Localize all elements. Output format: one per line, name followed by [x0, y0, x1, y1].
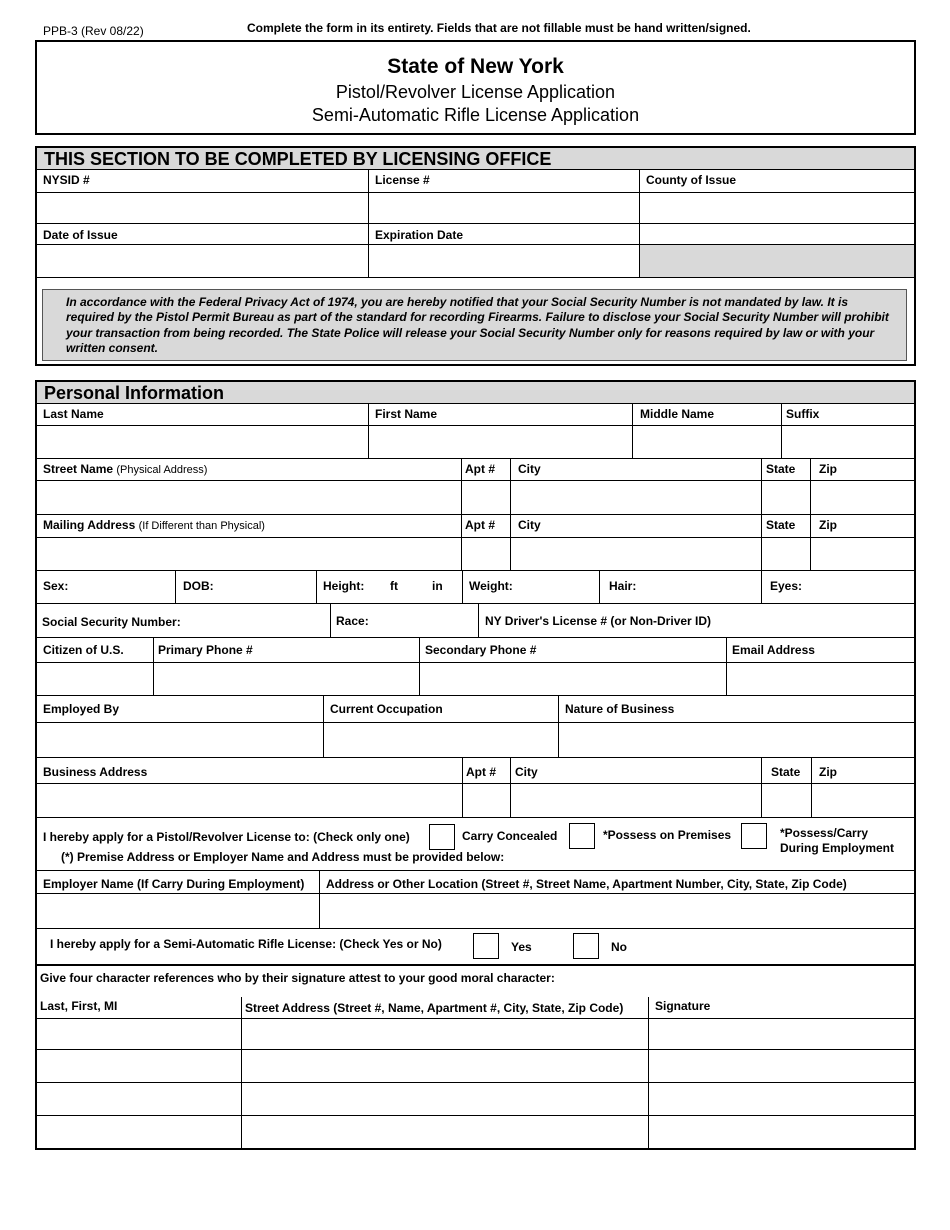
business-apt-label: Apt # [466, 765, 496, 779]
ny-drivers-license-label: NY Driver's License # (or Non-Driver ID) [485, 614, 712, 628]
street-state-field[interactable] [762, 481, 810, 514]
business-city-label: City [515, 765, 538, 779]
street-city-field[interactable] [511, 481, 761, 514]
race-field[interactable] [376, 604, 478, 637]
carry-concealed-label: Carry Concealed [462, 829, 558, 843]
mailing-apt-label: Apt # [465, 518, 495, 532]
eyes-field[interactable] [806, 571, 915, 603]
citizen-label: Citizen of U.S. [43, 643, 124, 657]
mailing-city-label: City [518, 518, 541, 532]
street-city-label: City [518, 462, 541, 476]
ssn-field[interactable] [190, 604, 330, 637]
middle-name-label: Middle Name [640, 407, 715, 421]
weight-field[interactable] [518, 571, 599, 603]
street-name-label: Street Name (Physical Address) [43, 462, 208, 476]
reference-1-signature[interactable] [649, 1019, 915, 1049]
mailing-address-label: Mailing Address (If Different than Physical) [43, 518, 265, 532]
form-subtitle-rifle: Semi-Automatic Rifle License Application [311, 105, 640, 125]
first-name-field[interactable] [369, 426, 632, 458]
reference-2-name[interactable] [36, 1050, 241, 1082]
last-name-field[interactable] [36, 426, 368, 458]
weight-label: Weight: [469, 579, 513, 593]
street-name-field[interactable] [36, 481, 461, 514]
ssn-label: Social Security Number: [42, 615, 181, 629]
citizen-field[interactable] [36, 663, 153, 695]
race-label: Race: [336, 614, 369, 628]
mailing-apt-field[interactable] [462, 538, 510, 570]
during-employment-label: During Employment [780, 841, 895, 855]
nature-of-business-field[interactable] [559, 723, 915, 757]
form-instruction: Complete the form in its entirety. Fields that are not fillable must be hand written/signed. [247, 21, 751, 35]
reference-3-signature[interactable] [649, 1083, 915, 1115]
shaded-office-cell [640, 245, 914, 277]
county-of-issue-label: County of Issue [646, 173, 737, 187]
nysid-label: NYSID # [43, 173, 90, 187]
reference-3-address[interactable] [242, 1083, 648, 1115]
title-box [35, 40, 916, 135]
form-id: PPB-3 (Rev 08/22) [43, 24, 144, 38]
street-name-note: (Physical Address) [116, 464, 208, 476]
employed-by-label: Employed By [43, 702, 120, 716]
ny-drivers-license-field[interactable] [725, 604, 915, 637]
business-address-label: Business Address [43, 765, 148, 779]
mailing-state-field[interactable] [762, 538, 810, 570]
mailing-zip-field[interactable] [811, 538, 915, 570]
mailing-address-note: (If Different than Physical) [138, 520, 265, 532]
secondary-phone-label: Secondary Phone # [425, 643, 537, 657]
street-zip-label: Zip [819, 462, 837, 476]
business-city-field[interactable] [511, 784, 761, 817]
reference-3-name[interactable] [36, 1083, 241, 1115]
business-state-field[interactable] [762, 784, 811, 817]
reference-1-address[interactable] [242, 1019, 648, 1049]
form-state-title: State of New York [387, 55, 564, 78]
hair-label: Hair: [609, 579, 637, 593]
street-zip-field[interactable] [811, 481, 915, 514]
email-field[interactable] [727, 663, 915, 695]
mailing-zip-label: Zip [819, 518, 837, 532]
first-name-label: First Name [375, 407, 438, 421]
occupation-label: Current Occupation [330, 702, 443, 716]
expiration-date-field[interactable] [369, 245, 639, 277]
premise-address-note: (*) Premise Address or Employer Name and Address must be provided below: [61, 850, 505, 864]
height-in-label: in [432, 579, 443, 593]
street-apt-label: Apt # [465, 462, 495, 476]
street-state-label: State [766, 462, 796, 476]
nysid-field[interactable] [36, 193, 368, 223]
business-state-label: State [771, 765, 801, 779]
dob-field[interactable] [218, 571, 316, 603]
reference-name-header: Last, First, MI [40, 999, 118, 1013]
occupation-field[interactable] [324, 723, 558, 757]
height-in-field[interactable] [406, 571, 430, 603]
references-intro: Give four character references who by their signature attest to your good moral character: [40, 971, 555, 985]
county-of-issue-field[interactable] [640, 193, 915, 223]
rifle-yes-checkbox[interactable] [473, 933, 499, 959]
middle-name-field[interactable] [633, 426, 781, 458]
last-name-label: Last Name [43, 407, 104, 421]
employed-by-field[interactable] [36, 723, 323, 757]
employer-name-field[interactable] [36, 894, 319, 928]
business-apt-field[interactable] [463, 784, 510, 817]
reference-4-address[interactable] [242, 1116, 648, 1148]
expiration-date-label: Expiration Date [375, 228, 464, 242]
hair-field[interactable] [640, 571, 761, 603]
rifle-license-prompt: I hereby apply for a Semi-Automatic Rifle License: (Check Yes or No) [50, 937, 442, 951]
reference-2-signature[interactable] [649, 1050, 915, 1082]
possess-carry-label: *Possess/Carry [780, 826, 869, 840]
rifle-no-checkbox[interactable] [573, 933, 599, 959]
possess-premises-checkbox[interactable] [569, 823, 595, 849]
rifle-yes-label: Yes [511, 940, 532, 954]
dob-label: DOB: [183, 579, 214, 593]
email-label: Email Address [732, 643, 815, 657]
license-number-field[interactable] [369, 193, 639, 223]
license-number-label: License # [375, 173, 430, 187]
height-ft-label: ft [390, 579, 398, 593]
rifle-no-label: No [611, 940, 627, 954]
suffix-label: Suffix [786, 407, 820, 421]
reference-2-address[interactable] [242, 1050, 648, 1082]
nature-of-business-label: Nature of Business [565, 702, 675, 716]
suffix-field[interactable] [782, 426, 915, 458]
date-of-issue-field[interactable] [36, 245, 368, 277]
privacy-notice [42, 289, 907, 361]
carry-concealed-checkbox[interactable] [429, 824, 455, 850]
personal-info-title: Personal Information [37, 382, 914, 404]
eyes-label: Eyes: [770, 579, 803, 593]
business-zip-label: Zip [819, 765, 837, 779]
reference-1-name[interactable] [36, 1019, 241, 1049]
height-ft-field[interactable] [368, 571, 388, 603]
sex-field[interactable] [80, 571, 175, 603]
reference-4-name[interactable] [36, 1116, 241, 1148]
mailing-city-field[interactable] [511, 538, 761, 570]
possess-carry-employment-checkbox[interactable] [741, 823, 767, 849]
primary-phone-label: Primary Phone # [158, 643, 253, 657]
date-of-issue-label: Date of Issue [43, 228, 118, 242]
possess-premises-label: *Possess on Premises [603, 828, 732, 842]
form-subtitle-pistol: Pistol/Revolver License Application [335, 82, 616, 102]
height-label: Height: [323, 579, 365, 593]
mailing-address-field[interactable] [36, 538, 461, 570]
primary-phone-field[interactable] [154, 663, 419, 695]
sex-label: Sex: [43, 579, 69, 593]
pistol-license-prompt: I hereby apply for a Pistol/Revolver License to: (Check only one) [43, 830, 410, 844]
reference-4-signature[interactable] [649, 1116, 915, 1148]
business-zip-field[interactable] [812, 784, 915, 817]
reference-signature-header: Signature [655, 999, 711, 1013]
secondary-phone-field[interactable] [420, 663, 726, 695]
privacy-notice-text: In accordance with the Federal Privacy Act of 1974, you are hereby notified that your Social Security Number is not mandated by law. It is required by the Pistol Permit Bureau as part of the standard for recording Firearms. Failure to disclose your Social Security Number will prohibit your transaction from being recorded. The State Police will release your Social Security Number only for reasons required by law or with your written consent. [66, 295, 889, 355]
business-address-field[interactable] [36, 784, 462, 817]
mailing-state-label: State [766, 518, 796, 532]
street-apt-field[interactable] [462, 481, 510, 514]
address-other-location-label: Address or Other Location (Street #, Street Name, Apartment Number, City, State, Zip Code) [326, 877, 847, 891]
licensing-office-title: THIS SECTION TO BE COMPLETED BY LICENSING OFFICE [37, 148, 914, 170]
employer-name-label: Employer Name (If Carry During Employment) [43, 877, 305, 891]
reference-address-header: Street Address (Street #, Name, Apartment #, City, State, Zip Code) [245, 1001, 624, 1015]
address-other-location-field[interactable] [320, 894, 915, 928]
